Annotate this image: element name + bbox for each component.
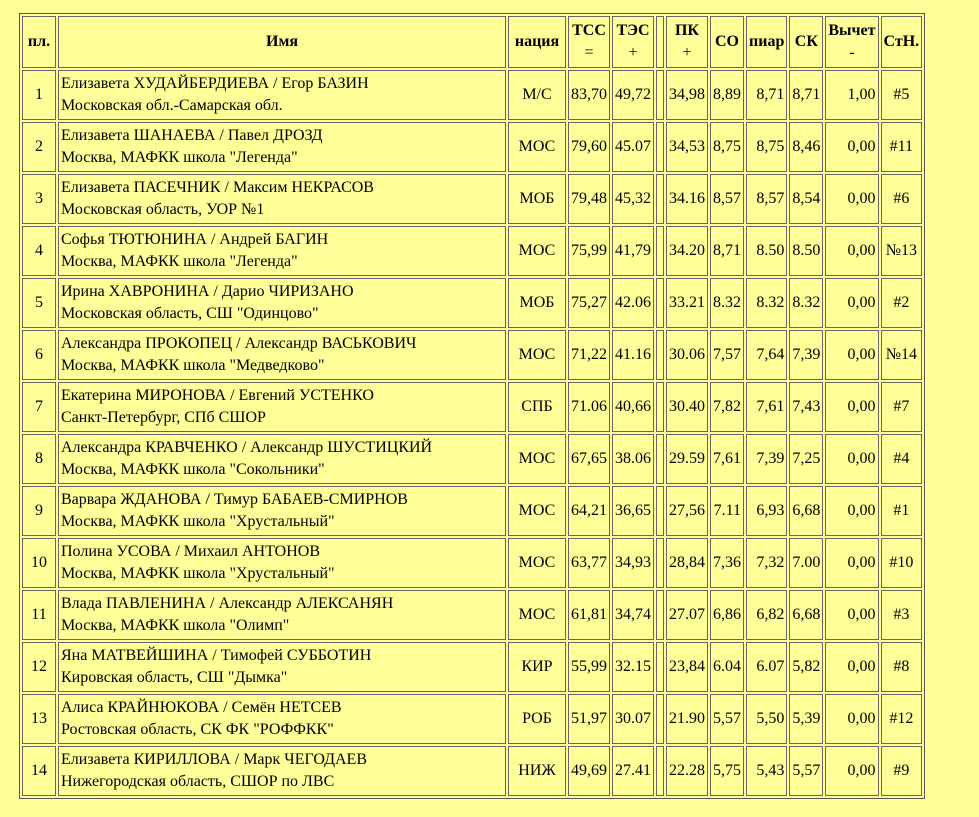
piar-cell: 8,71 — [746, 70, 787, 120]
table-row — [22, 382, 922, 432]
place-cell: 12 — [22, 642, 56, 692]
header-pk-label: ПК — [674, 22, 700, 39]
tes-cell: 41,79 — [612, 226, 654, 276]
separator-cell — [656, 486, 664, 536]
header-tss-sub: = — [584, 44, 594, 61]
tss-cell: 61,81 — [568, 590, 610, 640]
table-row — [22, 122, 922, 172]
tss-cell: 71,22 — [568, 330, 610, 380]
athletes-club: Москва, МАФКК школа "Олимп" — [61, 617, 290, 634]
stn-cell: #11 — [881, 122, 923, 172]
name-cell — [58, 694, 506, 744]
piar-cell: 7,32 — [746, 538, 787, 588]
header-tss — [568, 16, 610, 68]
name-cell — [58, 382, 506, 432]
table-row — [22, 278, 922, 328]
piar-cell: 6,82 — [746, 590, 787, 640]
tes-cell: 34,74 — [612, 590, 654, 640]
tes-cell: 49,72 — [612, 70, 654, 120]
nation-cell: МОС — [508, 538, 566, 588]
separator-cell — [656, 70, 664, 120]
header-place: пл. — [22, 16, 56, 68]
deduction-cell: 0,00 — [825, 434, 878, 484]
piar-cell: 7,39 — [746, 434, 787, 484]
athletes-names: Елизавета КИРИЛЛОВА / Марк ЧЕГОДАЕВ — [61, 751, 367, 768]
place-cell: 2 — [22, 122, 56, 172]
tss-cell: 79,60 — [568, 122, 610, 172]
separator-cell — [656, 746, 664, 796]
tss-cell: 63,77 — [568, 538, 610, 588]
athletes-names: Варвара ЖДАНОВА / Тимур БАБАЕВ-СМИРНОВ — [61, 491, 408, 508]
sk-cell: 5,39 — [789, 694, 823, 744]
name-cell — [58, 278, 506, 328]
so-cell: 8,75 — [710, 122, 744, 172]
tss-cell: 75,27 — [568, 278, 610, 328]
stn-cell: #3 — [881, 590, 923, 640]
tss-cell: 83,70 — [568, 70, 610, 120]
name-cell — [58, 226, 506, 276]
stn-cell: #6 — [881, 174, 923, 224]
place-cell: 11 — [22, 590, 56, 640]
nation-cell: МОС — [508, 226, 566, 276]
deduction-cell: 0,00 — [825, 174, 878, 224]
piar-cell: 8,75 — [746, 122, 787, 172]
athletes-names: Елизавета ШАНАЕВА / Павел ДРОЗД — [61, 127, 323, 144]
pk-cell: 34.16 — [666, 174, 708, 224]
sk-cell: 7,25 — [789, 434, 823, 484]
pk-cell: 34,98 — [666, 70, 708, 120]
table-row — [22, 70, 922, 120]
athletes-club: Москва, МАФКК школа "Сокольники" — [61, 461, 325, 478]
athletes-club: Москва, МАФКК школа "Медведково" — [61, 357, 325, 374]
place-cell: 14 — [22, 746, 56, 796]
deduction-cell: 0,00 — [825, 590, 878, 640]
stn-cell: #2 — [881, 278, 923, 328]
header-nation: нация — [508, 16, 566, 68]
pk-cell: 28,84 — [666, 538, 708, 588]
stn-cell: #7 — [881, 382, 923, 432]
nation-cell: МОС — [508, 486, 566, 536]
table-row — [22, 330, 922, 380]
deduction-cell: 0,00 — [825, 278, 878, 328]
athletes-club: Кировская область, СШ "Дымка" — [61, 669, 288, 686]
table-row — [22, 746, 922, 796]
nation-cell: НИЖ — [508, 746, 566, 796]
place-cell: 5 — [22, 278, 56, 328]
sk-cell: 8,46 — [789, 122, 823, 172]
pk-cell: 34.20 — [666, 226, 708, 276]
deduction-cell: 0,00 — [825, 382, 878, 432]
table-row — [22, 434, 922, 484]
pk-cell: 27,56 — [666, 486, 708, 536]
header-row — [22, 16, 922, 68]
place-cell: 4 — [22, 226, 56, 276]
stn-cell: #9 — [881, 746, 923, 796]
so-cell: 8,89 — [710, 70, 744, 120]
athletes-club: Нижегородская область, СШОР по ЛВС — [61, 773, 335, 790]
header-separator — [656, 16, 664, 68]
place-cell: 1 — [22, 70, 56, 120]
deduction-cell: 0,00 — [825, 122, 878, 172]
place-cell: 9 — [22, 486, 56, 536]
header-so: СО — [710, 16, 744, 68]
sk-cell: 8,71 — [789, 70, 823, 120]
stn-cell: #10 — [881, 538, 923, 588]
athletes-club: Московская область, УОР №1 — [61, 201, 265, 218]
header-deduction-sub: - — [849, 44, 855, 61]
results-table — [19, 13, 925, 799]
stn-cell: #12 — [881, 694, 923, 744]
place-cell: 13 — [22, 694, 56, 744]
deduction-cell: 0,00 — [825, 226, 878, 276]
tes-cell: 30.07 — [612, 694, 654, 744]
so-cell: 8,71 — [710, 226, 744, 276]
table-row — [22, 538, 922, 588]
piar-cell: 5,50 — [746, 694, 787, 744]
so-cell: 7,82 — [710, 382, 744, 432]
piar-cell: 5,43 — [746, 746, 787, 796]
sk-cell: 8.50 — [789, 226, 823, 276]
name-cell — [58, 122, 506, 172]
nation-cell: МОБ — [508, 278, 566, 328]
deduction-cell: 0,00 — [825, 694, 878, 744]
athletes-names: Екатерина МИРОНОВА / Евгений УСТЕНКО — [61, 387, 374, 404]
table-row — [22, 486, 922, 536]
header-sk: СК — [789, 16, 823, 68]
header-deduction-label: Вычет — [828, 22, 876, 39]
nation-cell: МОС — [508, 434, 566, 484]
nation-cell: МОБ — [508, 174, 566, 224]
nation-cell: МОС — [508, 122, 566, 172]
table-row — [22, 642, 922, 692]
separator-cell — [656, 174, 664, 224]
so-cell: 7,61 — [710, 434, 744, 484]
sk-cell: 7.00 — [789, 538, 823, 588]
nation-cell: РОБ — [508, 694, 566, 744]
tss-cell: 49,69 — [568, 746, 610, 796]
athletes-club: Московская обл.-Самарская обл. — [61, 97, 283, 114]
so-cell: 6,86 — [710, 590, 744, 640]
pk-cell: 30.40 — [666, 382, 708, 432]
athletes-names: Елизавета ХУДАЙБЕРДИЕВА / Егор БАЗИН — [61, 75, 369, 92]
nation-cell: М/С — [508, 70, 566, 120]
tss-cell: 51,97 — [568, 694, 610, 744]
header-tes-label: ТЭС — [616, 22, 650, 39]
sk-cell: 7,43 — [789, 382, 823, 432]
tes-cell: 42.06 — [612, 278, 654, 328]
table-row — [22, 226, 922, 276]
place-cell: 6 — [22, 330, 56, 380]
table-row — [22, 590, 922, 640]
tss-cell: 64,21 — [568, 486, 610, 536]
athletes-club: Москва, МАФКК школа "Легенда" — [61, 149, 298, 166]
pk-cell: 27.07 — [666, 590, 708, 640]
deduction-cell: 0,00 — [825, 642, 878, 692]
stn-cell: №13 — [881, 226, 923, 276]
pk-cell: 21.90 — [666, 694, 708, 744]
sk-cell: 5,82 — [789, 642, 823, 692]
nation-cell: МОС — [508, 590, 566, 640]
header-piar: пиар — [746, 16, 787, 68]
athletes-names: Яна МАТВЕЙШИНА / Тимофей СУББОТИН — [61, 647, 372, 664]
separator-cell — [656, 538, 664, 588]
name-cell — [58, 642, 506, 692]
sk-cell: 8,54 — [789, 174, 823, 224]
name-cell — [58, 70, 506, 120]
place-cell: 3 — [22, 174, 56, 224]
header-tes-sub: + — [628, 44, 638, 61]
so-cell: 7,57 — [710, 330, 744, 380]
table-row — [22, 694, 922, 744]
separator-cell — [656, 278, 664, 328]
header-deduction — [825, 16, 878, 68]
so-cell: 7.11 — [710, 486, 744, 536]
place-cell: 8 — [22, 434, 56, 484]
tss-cell: 79,48 — [568, 174, 610, 224]
deduction-cell: 0,00 — [825, 330, 878, 380]
nation-cell: МОС — [508, 330, 566, 380]
separator-cell — [656, 226, 664, 276]
stn-cell: #8 — [881, 642, 923, 692]
name-cell — [58, 538, 506, 588]
stn-cell: №14 — [881, 330, 923, 380]
results-body — [22, 70, 922, 796]
separator-cell — [656, 434, 664, 484]
header-tes — [612, 16, 654, 68]
header-pk — [666, 16, 708, 68]
athletes-club: Ростовская область, СК ФК "РОФФКК" — [61, 721, 334, 738]
name-cell — [58, 434, 506, 484]
place-cell: 7 — [22, 382, 56, 432]
stn-cell: #4 — [881, 434, 923, 484]
header-stn: СтН. — [881, 16, 923, 68]
tes-cell: 32.15 — [612, 642, 654, 692]
place-cell: 10 — [22, 538, 56, 588]
tes-cell: 41.16 — [612, 330, 654, 380]
pk-cell: 23,84 — [666, 642, 708, 692]
sk-cell: 7,39 — [789, 330, 823, 380]
separator-cell — [656, 642, 664, 692]
athletes-names: Влада ПАВЛЕНИНА / Александр АЛЕКСАНЯН — [61, 595, 394, 612]
sk-cell: 5,57 — [789, 746, 823, 796]
name-cell — [58, 174, 506, 224]
header-name: Имя — [58, 16, 506, 68]
sk-cell: 8.32 — [789, 278, 823, 328]
piar-cell: 6,93 — [746, 486, 787, 536]
tes-cell: 38.06 — [612, 434, 654, 484]
deduction-cell: 1,00 — [825, 70, 878, 120]
athletes-names: Ирина ХАВРОНИНА / Дарио ЧИРИЗАНО — [61, 283, 354, 300]
tes-cell: 45.07 — [612, 122, 654, 172]
table-row — [22, 174, 922, 224]
tes-cell: 34,93 — [612, 538, 654, 588]
name-cell — [58, 486, 506, 536]
sk-cell: 6,68 — [789, 486, 823, 536]
deduction-cell: 0,00 — [825, 746, 878, 796]
piar-cell: 6.07 — [746, 642, 787, 692]
pk-cell: 34,53 — [666, 122, 708, 172]
separator-cell — [656, 382, 664, 432]
name-cell — [58, 330, 506, 380]
athletes-club: Санкт-Петербург, СПб СШОР — [61, 409, 266, 426]
so-cell: 8.32 — [710, 278, 744, 328]
so-cell: 7,36 — [710, 538, 744, 588]
athletes-club: Москва, МАФКК школа "Хрустальный" — [61, 513, 335, 530]
athletes-names: Елизавета ПАСЕЧНИК / Максим НЕКРАСОВ — [61, 179, 374, 196]
stn-cell: #1 — [881, 486, 923, 536]
sk-cell: 6,68 — [789, 590, 823, 640]
header-pk-sub: + — [682, 44, 692, 61]
pk-cell: 29.59 — [666, 434, 708, 484]
tss-cell: 75,99 — [568, 226, 610, 276]
tes-cell: 45,32 — [612, 174, 654, 224]
tss-cell: 55,99 — [568, 642, 610, 692]
name-cell — [58, 590, 506, 640]
so-cell: 6.04 — [710, 642, 744, 692]
pk-cell: 33.21 — [666, 278, 708, 328]
tes-cell: 27.41 — [612, 746, 654, 796]
athletes-club: Москва, МАФКК школа "Хрустальный" — [61, 565, 335, 582]
separator-cell — [656, 694, 664, 744]
piar-cell: 8.50 — [746, 226, 787, 276]
header-tss-label: ТСС — [572, 22, 606, 39]
separator-cell — [656, 122, 664, 172]
athletes-names: Александра КРАВЧЕНКО / Александр ШУСТИЦКИЙ — [61, 439, 433, 456]
so-cell: 5,75 — [710, 746, 744, 796]
athletes-club: Московская область, СШ "Одинцово" — [61, 305, 319, 322]
tes-cell: 36,65 — [612, 486, 654, 536]
athletes-names: Алиса КРАЙНЮКОВА / Семён НЕТСЕВ — [61, 699, 342, 716]
athletes-club: Москва, МАФКК школа "Легенда" — [61, 253, 298, 270]
tss-cell: 71.06 — [568, 382, 610, 432]
deduction-cell: 0,00 — [825, 538, 878, 588]
so-cell: 8,57 — [710, 174, 744, 224]
pk-cell: 22.28 — [666, 746, 708, 796]
deduction-cell: 0,00 — [825, 486, 878, 536]
nation-cell: КИР — [508, 642, 566, 692]
piar-cell: 7,64 — [746, 330, 787, 380]
piar-cell: 8.32 — [746, 278, 787, 328]
athletes-names: Александра ПРОКОПЕЦ / Александр ВАСЬКОВИЧ — [61, 335, 417, 352]
pk-cell: 30.06 — [666, 330, 708, 380]
athletes-names: Полина УСОВА / Михаил АНТОНОВ — [61, 543, 321, 560]
tss-cell: 67,65 — [568, 434, 610, 484]
name-cell — [58, 746, 506, 796]
piar-cell: 8,57 — [746, 174, 787, 224]
so-cell: 5,57 — [710, 694, 744, 744]
nation-cell: СПБ — [508, 382, 566, 432]
separator-cell — [656, 590, 664, 640]
piar-cell: 7,61 — [746, 382, 787, 432]
tes-cell: 40,66 — [612, 382, 654, 432]
athletes-names: Софья ТЮТЮНИНА / Андрей БАГИН — [61, 231, 329, 248]
separator-cell — [656, 330, 664, 380]
stn-cell: #5 — [881, 70, 923, 120]
